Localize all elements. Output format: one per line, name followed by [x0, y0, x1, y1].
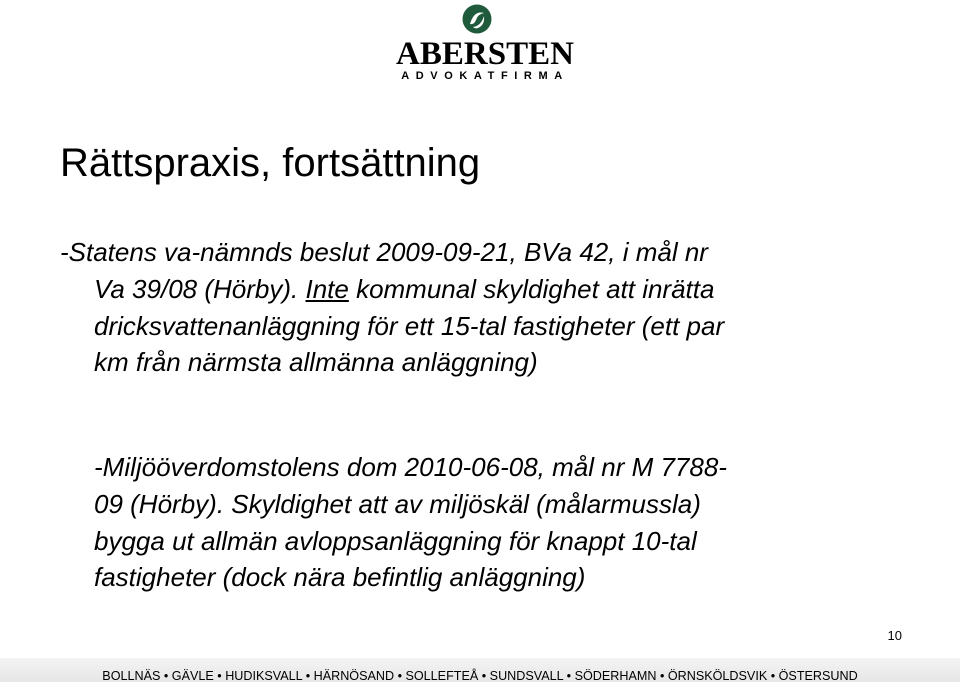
case-line-segment: Va 39/08 (Hörby).: [94, 273, 306, 304]
case-line: bygga ut allmän avloppsanläggning för knappt 10-tal: [94, 525, 697, 556]
case-item-va-namnd: [60, 234, 930, 381]
case-item-miljooverdomstolen: [60, 449, 930, 596]
page-number: 10: [887, 628, 902, 643]
abersten-logo-icon: [462, 4, 492, 34]
company-logo: [395, 0, 575, 86]
logo-brand-name: ABERSTEN: [396, 36, 574, 72]
logo-tagline: ADVOKATFIRMA: [401, 70, 569, 82]
case-line: [60, 271, 930, 308]
underlined-emphasis: Inte: [305, 273, 349, 304]
case-line: 09 (Hörby). Skyldighet att av miljöskäl (målarmussla): [94, 488, 701, 519]
case-line: -Statens va-nämnds beslut 2009-09-21, BVa 42, i mål nr: [60, 237, 708, 267]
case-line-segment: kommunal skyldighet att inrätta: [348, 273, 715, 304]
slide-title: Rättspraxis, fortsättning: [60, 141, 481, 185]
case-line: km från närmsta allmänna anläggning): [94, 347, 538, 378]
case-line: dricksvattenanläggning för ett 15-tal fastigheter (ett par: [94, 310, 725, 341]
case-line: -Miljööverdomstolens dom 2010-06-08, mål nr M 7788-: [94, 452, 727, 482]
case-line: fastigheter (dock nära befintlig anläggning): [94, 562, 586, 593]
footer-office-cities: BOLLNÄS • GÄVLE • HUDIKSVALL • HÄRNÖSAND • SOLLEFTEÅ • SUNDSVALL • SÖDERHAMN • ÖRNSKÖLDSVIK • ÖSTERSUND: [102, 669, 858, 683]
